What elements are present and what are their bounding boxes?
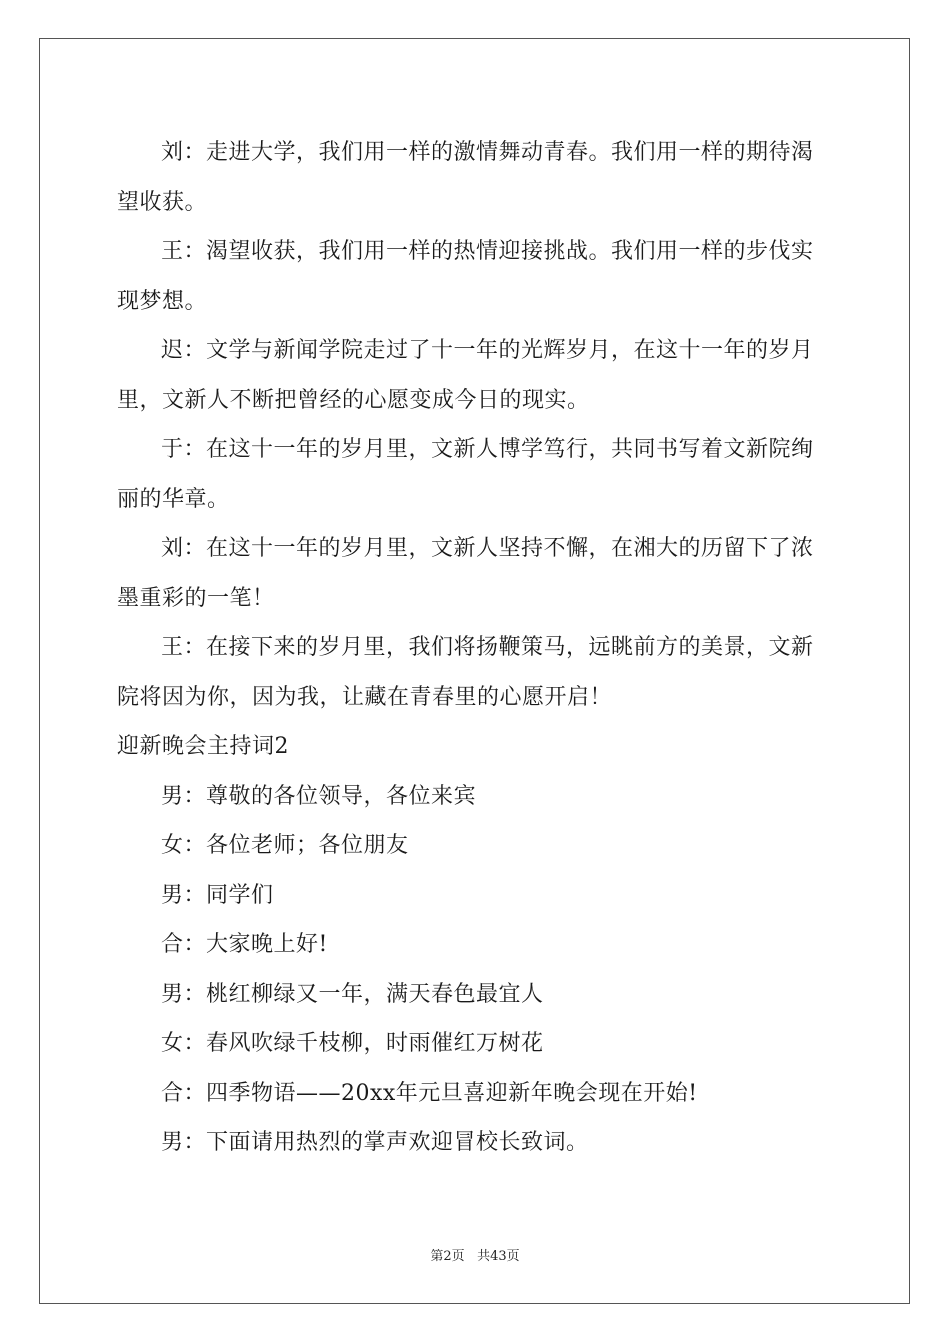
- document-body: [117, 128, 833, 1168]
- paragraph: 王：在接下来的岁月里，我们将扬鞭策马，远眺前方的美景，文新院将因为你，因为我，让藏在青春里的心愿开启！: [117, 635, 814, 710]
- dialogue-line: 合：四季物语——20xx年元旦喜迎新年晚会现在开始!: [161, 1080, 698, 1106]
- dialogue-line: 男：尊敬的各位领导，各位来宾: [161, 783, 477, 809]
- section-heading: 迎新晚会主持词2: [117, 734, 289, 759]
- paragraph: 刘：走进大学，我们用一样的激情舞动青春。我们用一样的期待渴望收获。: [117, 140, 814, 215]
- dialogue-line: 男：同学们: [161, 882, 274, 908]
- page-footer: [0, 1248, 950, 1266]
- dialogue-line: 女：各位老师；各位朋友: [161, 833, 409, 858]
- dialogue-line: 男：桃红柳绿又一年，满天春色最宜人: [161, 981, 544, 1007]
- paragraph: 王：渴望收获，我们用一样的热情迎接挑战。我们用一样的步伐实现梦想。: [117, 239, 814, 314]
- dialogue-line: 女：春风吹绿千枝柳，时雨催红万树花: [161, 1031, 544, 1056]
- paragraph: 于：在这十一年的岁月里，文新人博学笃行，共同书写着文新院绚丽的华章。: [117, 437, 814, 512]
- page-total: 共43页: [477, 1249, 520, 1264]
- paragraph: 迟：文学与新闻学院走过了十一年的光辉岁月，在这十一年的岁月里，文新人不断把曾经的心愿变成今日的现实。: [117, 338, 814, 413]
- dialogue-line: 合：大家晚上好!: [161, 932, 328, 957]
- dialogue-line: 男：下面请用热烈的掌声欢迎冒校长致词。: [161, 1130, 589, 1155]
- page-number: 第2页: [430, 1249, 465, 1264]
- paragraph: 刘：在这十一年的岁月里，文新人坚持不懈，在湘大的历留下了浓墨重彩的一笔！: [117, 536, 814, 611]
